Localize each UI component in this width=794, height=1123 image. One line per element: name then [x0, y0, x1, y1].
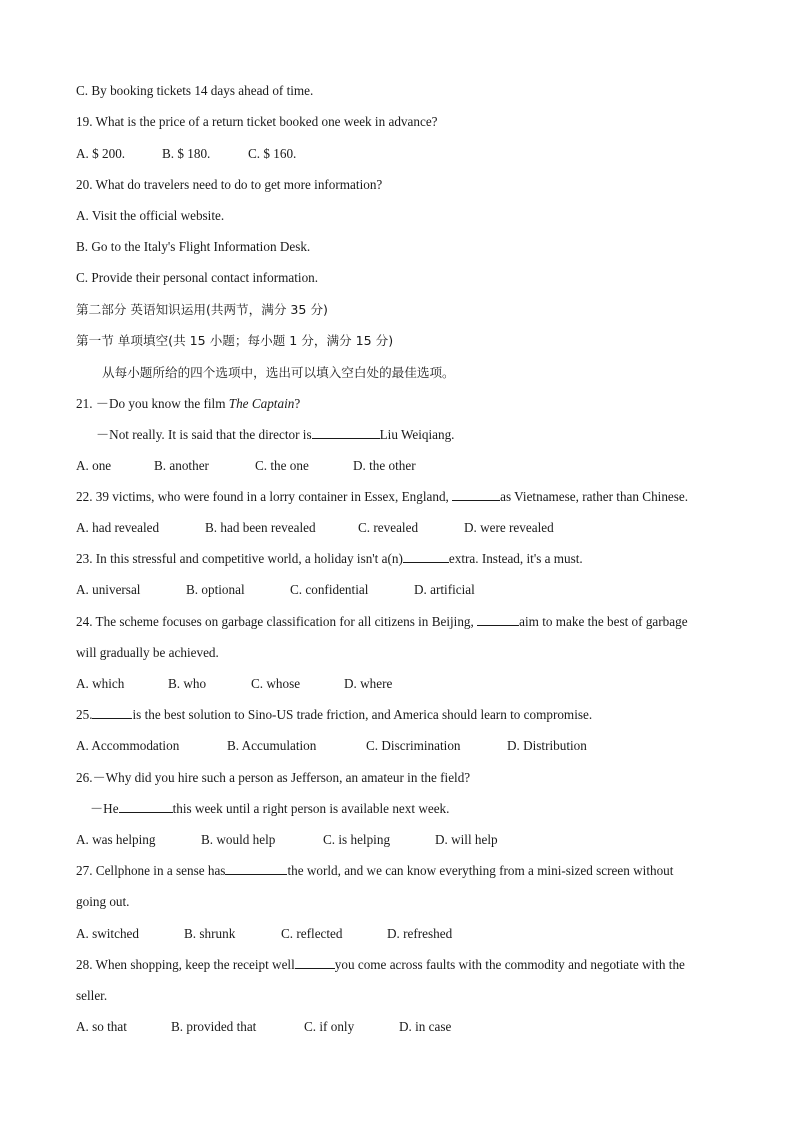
q26-reply-post: this week until a right person is available next week. — [172, 801, 450, 816]
q24-option-c: C. whose — [251, 676, 301, 691]
q22-option-d: D. were revealed — [464, 520, 554, 535]
q26-option-c: C. is helping — [323, 832, 391, 847]
q28-option-b: B. provided that — [171, 1019, 257, 1034]
q21-reply-post: Liu Weiqiang. — [379, 427, 455, 442]
q24-option-b: B. who — [168, 676, 207, 691]
answer-blank — [312, 426, 380, 439]
q23-stem-pre: 23. In this stressful and competitive world, a holiday isn't a(n) — [76, 551, 403, 566]
q24-stem — [76, 613, 728, 631]
q27-stem-post: the world, and we can know everything from a mini-sized screen without — [287, 863, 674, 878]
q19-stem: 19. What is the price of a return ticket booked one week in advance? — [76, 114, 438, 129]
answer-blank — [225, 862, 287, 875]
q22-option-a: A. had revealed — [76, 520, 160, 535]
answer-blank — [452, 488, 500, 501]
q28-options — [76, 1018, 728, 1036]
q27-option-a: A. switched — [76, 926, 139, 941]
section1-title: 第一节 单项填空(共 15 小题；每小题 1 分，满分 15 分) — [76, 333, 394, 348]
answer-blank — [119, 800, 173, 813]
q27-option-b: B. shrunk — [184, 926, 236, 941]
q23-option-a: A. universal — [76, 582, 141, 597]
q23-options — [76, 581, 728, 599]
q18-option-c: C. By booking tickets 14 days ahead of time. — [76, 83, 314, 98]
q21-stem-post: ? — [294, 396, 301, 411]
answer-blank — [403, 550, 449, 563]
q19-option-b: B. $ 180. — [162, 146, 211, 161]
q22-option-b: B. had been revealed — [205, 520, 316, 535]
q22-stem — [76, 488, 728, 506]
q19-option-a: A. $ 200. — [76, 146, 126, 161]
q26-line1: 26.－Why did you hire such a person as Jefferson, an amateur in the field? — [76, 770, 471, 785]
q21-option-c: C. the one — [255, 458, 309, 473]
q24-options — [76, 675, 728, 693]
q27-stem — [76, 862, 728, 880]
q27-option-d: D. refreshed — [387, 926, 453, 941]
answer-blank — [92, 706, 132, 719]
q24-option-d: D. where — [344, 676, 393, 691]
q20-option-a: A. Visit the official website. — [76, 208, 225, 223]
q27-option-c: C. reflected — [281, 926, 343, 941]
answer-blank — [477, 613, 519, 626]
q21-option-d: D. the other — [353, 458, 416, 473]
q23-option-b: B. optional — [186, 582, 245, 597]
q27-line2: going out. — [76, 894, 130, 909]
q20-option-c: C. Provide their personal contact information. — [76, 270, 319, 285]
q23-stem — [76, 550, 728, 568]
q27-options — [76, 925, 728, 943]
q21-line2 — [96, 426, 748, 444]
q22-stem-pre: 22. 39 victims, who were found in a lorry container in Essex, England, — [76, 489, 453, 504]
q28-option-c: C. if only — [304, 1019, 355, 1034]
q25-option-b: B. Accumulation — [227, 738, 317, 753]
q23-stem-post: extra. Instead, it's a must. — [448, 551, 583, 566]
q25-options — [76, 737, 728, 755]
part2-title: 第二部分 英语知识运用(共两节，满分 35 分) — [76, 302, 328, 317]
section1-instruction: 从每小题所给的四个选项中，选出可以填入空白处的最佳选项。 — [102, 365, 455, 380]
q28-option-a: A. so that — [76, 1019, 127, 1034]
q24-option-a: A. which — [76, 676, 125, 691]
q28-line2: seller. — [76, 988, 108, 1003]
q28-stem-post: you come across faults with the commodity and negotiate with the — [334, 957, 685, 972]
q21-options — [76, 457, 728, 475]
q22-option-c: C. revealed — [358, 520, 419, 535]
q26-option-a: A. was helping — [76, 832, 156, 847]
q22-options — [76, 519, 728, 537]
q26-option-d: D. will help — [435, 832, 498, 847]
q23-option-c: C. confidential — [290, 582, 369, 597]
q24-stem-pre: 24. The scheme focuses on garbage classification for all citizens in Beijing, — [76, 614, 478, 629]
q25-stem-pre: 25. — [76, 707, 93, 722]
q26-option-b: B. would help — [201, 832, 276, 847]
q26-line2 — [90, 800, 742, 818]
q25-stem-post: is the best solution to Sino-US trade friction, and America should learn to compromise. — [132, 707, 593, 722]
q21-reply-pre: －Not really. It is said that the director is — [96, 427, 312, 442]
q21-option-b: B. another — [154, 458, 209, 473]
q25-stem — [76, 706, 728, 724]
q22-stem-post: as Vietnamese, rather than Chinese. — [500, 489, 689, 504]
answer-blank — [295, 956, 335, 969]
q21-stem-pre: 21. －Do you know the film — [76, 396, 229, 411]
q21-option-a: A. one — [76, 458, 112, 473]
q19-option-c: C. $ 160. — [248, 146, 297, 161]
q25-option-c: C. Discrimination — [366, 738, 461, 753]
q20-option-b: B. Go to the Italy's Flight Information Desk. — [76, 239, 311, 254]
q21-line1 — [76, 395, 728, 413]
q28-stem-pre: 28. When shopping, keep the receipt well — [76, 957, 295, 972]
q25-option-d: D. Distribution — [507, 738, 587, 753]
q26-reply-pre: －He — [90, 801, 119, 816]
q28-option-d: D. in case — [399, 1019, 452, 1034]
q19-options — [76, 145, 728, 163]
q21-film-title: The Captain — [228, 396, 295, 411]
q23-option-d: D. artificial — [414, 582, 475, 597]
q24-stem-post: aim to make the best of garbage — [519, 614, 688, 629]
q20-stem: 20. What do travelers need to do to get more information? — [76, 177, 383, 192]
q24-line2: will gradually be achieved. — [76, 645, 219, 660]
q26-options — [76, 831, 728, 849]
q28-stem — [76, 956, 728, 974]
q27-stem-pre: 27. Cellphone in a sense has — [76, 863, 226, 878]
q25-option-a: A. Accommodation — [76, 738, 180, 753]
